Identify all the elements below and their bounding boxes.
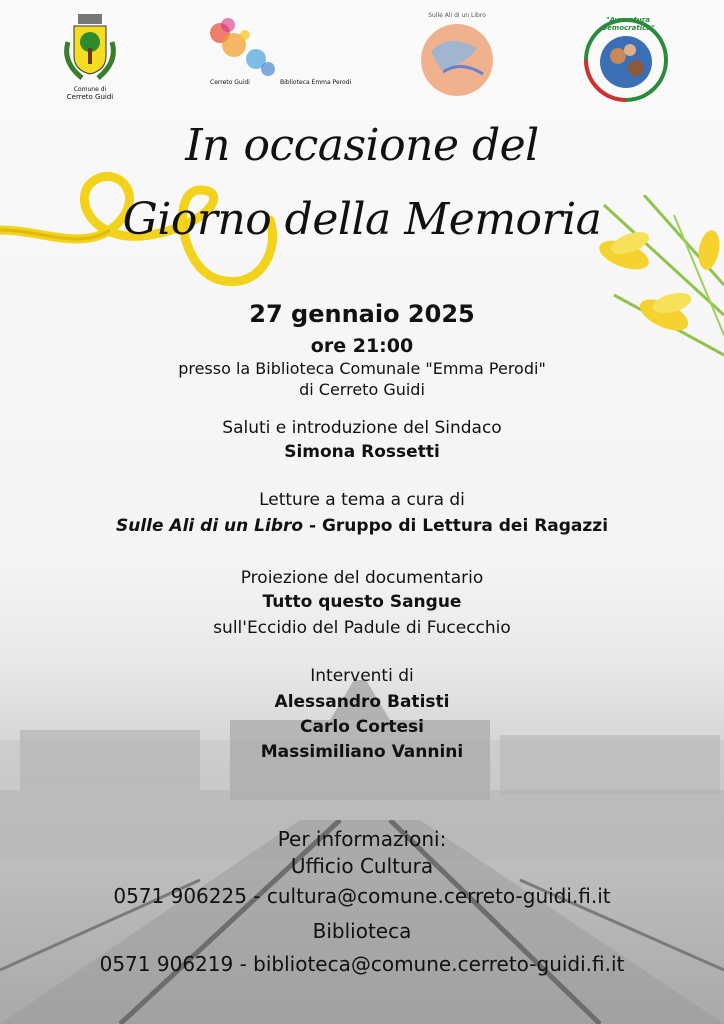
- library-name: Biblioteca: [312, 919, 412, 943]
- library-contact: 0571 906219 - biblioteca@comune.cerreto-guidi.fi.it: [99, 952, 625, 976]
- mayor-name: Simona Rossetti: [284, 442, 440, 462]
- event-place-line2: di Cerreto Guidi: [299, 380, 425, 399]
- comune-line2: Cerreto Guidi: [66, 93, 114, 101]
- documentary-title: Tutto questo Sangue: [262, 592, 462, 612]
- event-date: 27 gennaio 2025: [249, 300, 475, 328]
- speaker-2: Carlo Cortesi: [300, 717, 424, 737]
- biblioteca-line1: Cerreto Guidi: [210, 79, 250, 86]
- documentary-subject: sull'Eccidio del Padule di Fucecchio: [213, 618, 511, 638]
- wings-globe-icon: [417, 12, 497, 100]
- readings-group: [0, 514, 724, 538]
- documentary-intro: Proiezione del documentario: [240, 568, 484, 588]
- avventura-label: "Avventura Democratica": [601, 16, 655, 32]
- coat-of-arms-icon: [60, 12, 120, 82]
- ali-logo: [417, 12, 497, 100]
- speakers-intro: Interventi di: [310, 666, 414, 686]
- speaker-1: Alessandro Batisti: [274, 692, 450, 712]
- readings-group-rest: - Gruppo di Lettura dei Ragazzi: [303, 516, 609, 536]
- office-contact: 0571 906225 - cultura@comune.cerreto-guidi.fi.it: [113, 884, 611, 908]
- contacts-heading: Per informazioni:: [277, 827, 447, 851]
- biblioteca-line2: Biblioteca Emma Perodi: [280, 79, 352, 86]
- greeting-intro: Saluti e introduzione del Sindaco: [222, 418, 502, 438]
- book-splash-icon: [200, 15, 290, 81]
- readings-group-italic: Sulle Ali di un Libro: [115, 516, 304, 536]
- comune-logo: [55, 12, 125, 102]
- title-line2: Giorno della Memoria: [122, 194, 602, 245]
- speaker-3: Massimiliano Vannini: [260, 742, 464, 762]
- avventura-logo: [578, 10, 678, 102]
- ali-label: Sulle Ali di un Libro: [428, 12, 486, 19]
- readings-intro: Letture a tema a cura di: [259, 490, 465, 510]
- comune-line1: Comune di: [73, 86, 107, 93]
- biblioteca-logo: [200, 15, 350, 100]
- title-line1: In occasione del: [185, 120, 539, 171]
- office-name: Ufficio Cultura: [290, 854, 434, 878]
- event-place-line1: presso la Biblioteca Comunale "Emma Perodi": [178, 359, 546, 378]
- event-time: ore 21:00: [310, 335, 414, 357]
